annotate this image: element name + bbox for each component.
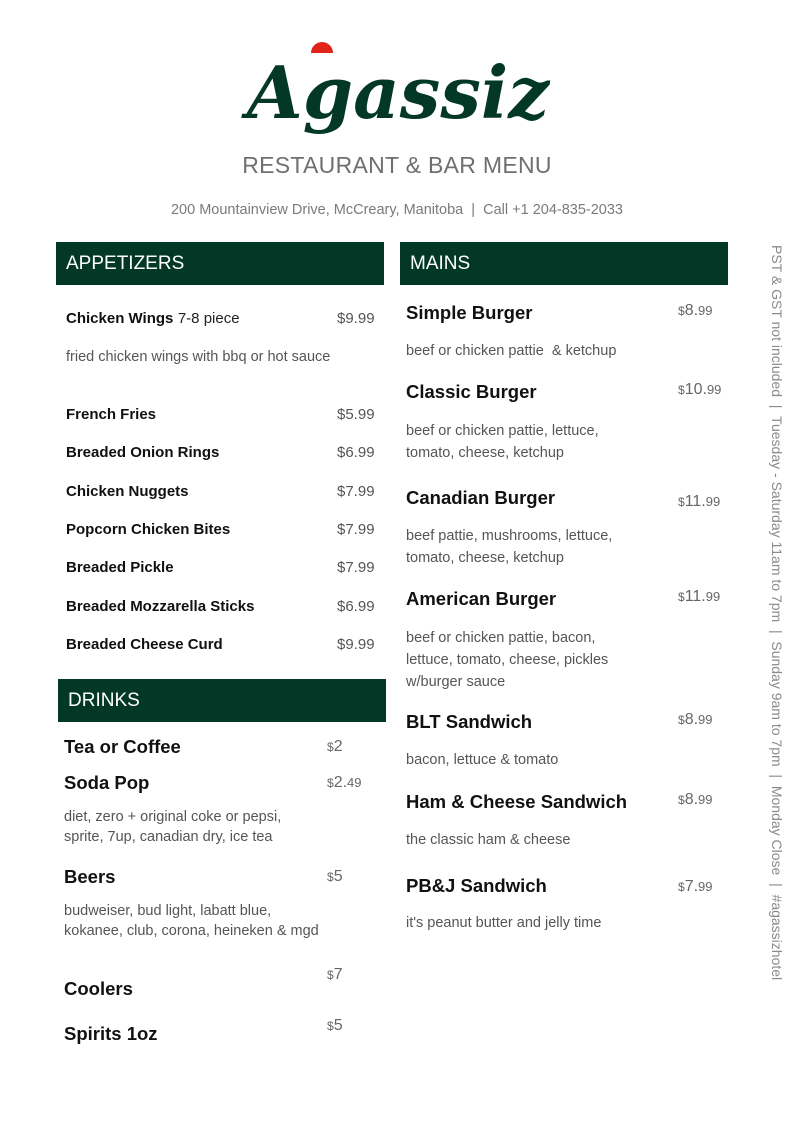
- mains-header: MAINS: [400, 242, 728, 285]
- item-price: $7.99: [337, 483, 375, 500]
- item-name: Spirits 1oz: [64, 1023, 158, 1044]
- currency-symbol: $: [678, 880, 685, 894]
- price-cents: 49: [347, 775, 362, 790]
- item-name: Canadian Burger: [406, 487, 556, 508]
- drinks-header: DRINKS: [58, 679, 386, 722]
- item-price: [678, 711, 713, 729]
- item-price: $6.99: [337, 598, 375, 615]
- menu-subtitle: RESTAURANT & BAR MENU: [242, 152, 552, 178]
- item-name: Breaded Cheese Curd: [66, 636, 223, 653]
- item-price: $9.99: [337, 310, 375, 327]
- item-name: Tea or Coffee: [64, 736, 181, 757]
- price-value: 5: [333, 868, 343, 885]
- address-line: 200 Mountainview Drive, McCreary, Manitoba | Call +1 204-835-2033: [170, 202, 623, 218]
- item-name: Breaded Onion Rings: [66, 444, 220, 461]
- item-name: Simple Burger: [406, 302, 533, 323]
- item-price: [678, 878, 713, 896]
- price-value: 10.: [684, 381, 707, 398]
- item-description: fried chicken wings with bbq or hot sauce: [66, 349, 331, 365]
- item-description: bacon, lettuce & tomato: [406, 752, 559, 768]
- currency-symbol: $: [327, 740, 334, 754]
- item-name: Popcorn Chicken Bites: [66, 521, 231, 538]
- item-name: Beers: [64, 866, 116, 887]
- item-price: $6.99: [337, 444, 375, 461]
- item-description: beef or chicken pattie, lettuce, tomato, cheese, ketchup: [406, 423, 599, 461]
- currency-symbol: $: [678, 383, 685, 397]
- currency-symbol: $: [678, 495, 685, 509]
- item-name: Classic Burger: [406, 381, 537, 402]
- hours-sidebar: PST & GST not included | Tuesday - Saturday 11am to 7pm | Sunday 9am to 7pm | Monday Close | #agassizhotel: [769, 245, 785, 981]
- item-name: French Fries: [66, 406, 157, 423]
- currency-symbol: $: [678, 793, 685, 807]
- item-name: Chicken Wings: [66, 310, 174, 327]
- item-price: [678, 493, 720, 511]
- item-price: [327, 868, 343, 886]
- price-value: 11.: [684, 588, 706, 605]
- item-name: Soda Pop: [64, 772, 150, 793]
- item-description: diet, zero + original coke or pepsi, sprite, 7up, canadian dry, ice tea: [64, 809, 282, 845]
- item-description: beef or chicken pattie & ketchup: [406, 343, 617, 359]
- item-price: [327, 1017, 343, 1035]
- item-name: Chicken Nuggets: [66, 483, 189, 500]
- item-price: [678, 381, 721, 399]
- price-cents: 99: [706, 382, 722, 397]
- item-price: [327, 738, 343, 756]
- item-name: Breaded Pickle: [66, 559, 174, 576]
- price-value: 8.: [684, 302, 699, 319]
- item-description: it's peanut butter and jelly time: [406, 915, 602, 931]
- svg-text:Agassiz: Agassiz: [246, 50, 550, 135]
- price-value: 5: [333, 1017, 343, 1034]
- currency-symbol: $: [327, 1019, 334, 1033]
- price-value: 8.: [684, 711, 699, 728]
- item-price: [678, 302, 713, 320]
- appetizer-item: [66, 310, 240, 328]
- item-name: PB&J Sandwich: [406, 875, 547, 896]
- agassiz-logo: [246, 36, 550, 146]
- item-description: beef pattie, mushrooms, lettuce, tomato, cheese, ketchup: [406, 528, 613, 566]
- item-price: [327, 966, 343, 984]
- item-name: Ham & Cheese Sandwich: [406, 791, 628, 812]
- item-name: Coolers: [64, 978, 133, 999]
- item-price: $7.99: [337, 521, 375, 538]
- item-name: American Burger: [406, 588, 557, 609]
- item-price: [327, 774, 362, 792]
- price-cents: 99: [705, 589, 721, 604]
- item-name: BLT Sandwich: [406, 711, 533, 732]
- price-cents: 99: [705, 494, 721, 509]
- currency-symbol: $: [327, 776, 334, 790]
- price-cents: 99: [698, 712, 713, 727]
- price-cents: 99: [698, 879, 713, 894]
- price-cents: 99: [698, 792, 713, 807]
- price-value: 11.: [684, 493, 706, 510]
- item-price: $9.99: [337, 636, 375, 653]
- item-price: [678, 791, 713, 809]
- appetizers-header: APPETIZERS: [56, 242, 384, 285]
- currency-symbol: $: [678, 590, 685, 604]
- price-value: 7: [333, 966, 343, 983]
- currency-symbol: $: [678, 304, 685, 318]
- currency-symbol: $: [327, 870, 334, 884]
- price-value: 2: [333, 738, 343, 755]
- item-name: Breaded Mozzarella Sticks: [66, 598, 255, 615]
- price-value: 2.: [333, 774, 348, 791]
- item-price: $5.99: [337, 406, 375, 423]
- price-value: 7.: [684, 878, 699, 895]
- price-value: 8.: [684, 791, 699, 808]
- price-cents: 99: [698, 303, 713, 318]
- item-description: beef or chicken pattie, bacon, lettuce, tomato, cheese, pickles w/burger sauce: [406, 630, 609, 690]
- item-note: 7-8 piece: [177, 310, 240, 327]
- item-price: $7.99: [337, 559, 375, 576]
- currency-symbol: $: [327, 968, 334, 982]
- item-price: [678, 588, 720, 606]
- currency-symbol: $: [678, 713, 685, 727]
- item-description: the classic ham & cheese: [406, 832, 571, 848]
- item-description: budweiser, bud light, labatt blue, kokanee, club, corona, heineken & mgd: [64, 903, 319, 939]
